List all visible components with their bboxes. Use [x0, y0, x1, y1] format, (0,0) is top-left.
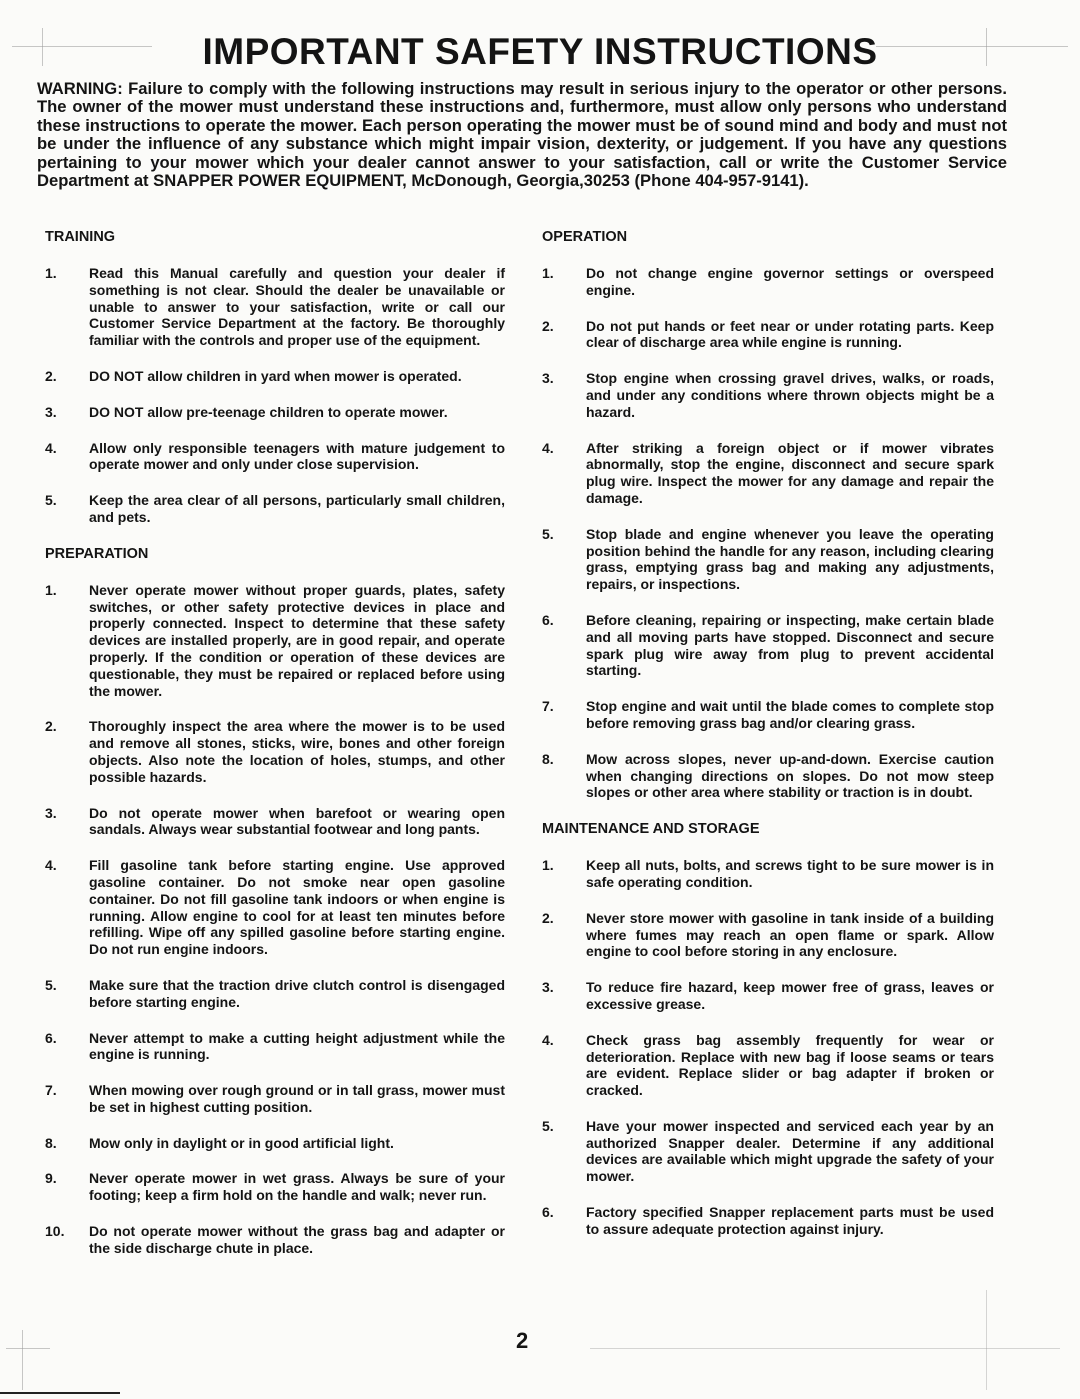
list-item: 3. DO NOT allow pre-teenage children to operate mower. — [45, 403, 448, 420]
crop-mark-bottom-right-h — [590, 1348, 1060, 1349]
list-item: 2. Thoroughly inspect the area where the mower is to be used and remove all stones, sticks, wire, bones and other foreign objects. Also note the location of holes, stumps, and other possible hazards. — [45, 718, 505, 785]
section-heading: MAINTENANCE AND STORAGE — [542, 821, 760, 838]
list-item: 8. Mow only in daylight or in good artificial light. — [45, 1134, 394, 1151]
list-item: 3. Do not operate mower when barefoot or wearing open sandals. Always wear substantial footwear and long pants. — [45, 804, 505, 838]
list-item: 4. Allow only responsible teenagers with mature judgement to operate mower and only under close supervision. — [45, 439, 505, 473]
list-item: 2. DO NOT allow children in yard when mower is operated. — [45, 367, 462, 384]
right-column — [542, 228, 994, 1238]
list-item: 4. Fill gasoline tank before starting engine. Use approved gasoline container. Do not smoke near open gasoline container. Do not fill gasoline tank indoors or when engine is running. Allow engine to cool for at least ten minutes before refilling. Wipe off any spilled gasoline before starting engine. Do not run engine indoors. — [45, 857, 505, 958]
training-section — [45, 228, 505, 526]
list-item: 7. When mowing over rough ground or in tall grass, mower must be set in highest cutting position. — [45, 1082, 505, 1115]
list-item: 7. Stop engine and wait until the blade comes to complete stop before removing grass bag and/or clearing grass. — [542, 698, 994, 731]
left-column — [45, 228, 505, 1257]
section-heading: OPERATION — [542, 229, 628, 245]
bottom-rule — [0, 1392, 120, 1394]
list-item: 1. Keep all nuts, bolts, and screws tight to be sure mower is in safe operating condition. — [542, 857, 994, 890]
crop-mark-bottom-right-v — [986, 1290, 987, 1390]
list-item: 5. Keep the area clear of all persons, particularly small children, and pets. — [45, 492, 505, 525]
list-item: 4. After striking a foreign object or if mower vibrates abnormally, stop the engine, disconnect and secure spark plug wire. Inspect the mower for any damage and repair the damage. — [542, 439, 994, 506]
list-item: 9. Never operate mower in wet grass. Always be sure of your footing; keep a firm hold on the handle and walk; never run. — [45, 1170, 505, 1204]
list-item: 6. Before cleaning, repairing or inspecting, make certain blade and all moving parts have stopped. Disconnect and secure spark plug wire away from plug to prevent accidental starting. — [542, 611, 994, 679]
list-item: 1. Do not change engine governor settings or overspeed engine. — [542, 265, 994, 298]
list-item: 2. Do not put hands or feet near or under rotating parts. Keep clear of discharge area while engine is running. — [542, 317, 994, 351]
list-item: 5. Stop blade and engine whenever you leave the operating position behind the handle for any reason, including clearing grass, emptying grass bag and making any adjustments, repairs, or inspections. — [542, 525, 994, 593]
list-item: 5. Have your mower inspected and serviced each year by an authorized Snapper dealer. Determine if any additional devices are available which might upgrade the safety of your mower. — [542, 1117, 994, 1185]
list-item: 8. Mow across slopes, never up-and-down. Exercise caution when changing directions on slopes. Do not mow steep slopes or other area where stability or traction is in doubt. — [542, 750, 994, 801]
list-item: 3. Stop engine when crossing gravel drives, walks, or roads, and under any conditions where thrown objects might be a hazard. — [542, 370, 994, 420]
section-heading: TRAINING — [45, 229, 116, 245]
list-item: 4. Check grass bag assembly frequently for wear or deterioration. Replace with new bag if loose seams or tears are evident. Replace slider or bag adapter if broken or cracked. — [542, 1031, 994, 1099]
maintenance-section — [542, 820, 994, 1238]
page-title: IMPORTANT SAFETY INSTRUCTIONS — [202, 31, 878, 72]
list-item: 2. Never store mower with gasoline in tank inside of a building where fumes may reach an open flame or spark. Allow engine to cool before storing in any enclosure. — [542, 909, 994, 960]
crop-mark-bottom-left-h — [6, 1348, 50, 1349]
list-item: 6. Never attempt to make a cutting height adjustment while the engine is running. — [45, 1029, 505, 1063]
list-item: 1. Read this Manual carefully and question your dealer if something is not clear. Should the dealer be unavailable or unable to answer to your satisfaction, write or call our Customer Service Department at the factory. Be thoroughly familiar with the controls and proper use of the equipment. — [45, 265, 505, 349]
list-item: 3. To reduce fire hazard, keep mower free of grass, leaves or excessive grease. — [542, 979, 994, 1012]
list-item: 10. Do not operate mower without the grass bag and adapter or the side discharge chute in place. — [45, 1223, 505, 1256]
operation-section — [542, 228, 994, 801]
section-heading: PREPARATION — [45, 545, 149, 562]
warning-paragraph: WARNING: Failure to comply with the following instructions may result in serious injury to the operator or other persons. The owner of the mower must understand these instructions and, furthermore, must allow only persons who understand these instructions to operate the mower. Each person operating the mower must be of sound mind and body and must not be under the influence of any substance which might impair vision, dexterity, or judgement. If you have any questions pertaining to your mower which your dealer cannot answer to your satisfaction, call or write the Customer Service Department at SNAPPER POWER EQUIPMENT, McDonough, Georgia,30253 (Phone 404-957-9141). — [37, 79, 1007, 191]
crop-mark-bottom-left-v — [22, 1330, 23, 1390]
list-item: 5. Make sure that the traction drive clutch control is disengaged before starting engine. — [45, 976, 505, 1010]
list-item: 1. Never operate mower without proper guards, plates, safety switches, or other safety protective devices in place and properly connected. Inspect to determine that these safety devices are installed properly, are in good repair, and operate properly. If the condition or operation of these devices are questionable, they must be repaired or replaced before using the mower. — [45, 581, 505, 699]
preparation-section — [45, 545, 505, 1257]
page-number: 2 — [516, 1328, 529, 1353]
list-item: 6. Factory specified Snapper replacement parts must be used to assure adequate protection against injury. — [542, 1204, 994, 1237]
